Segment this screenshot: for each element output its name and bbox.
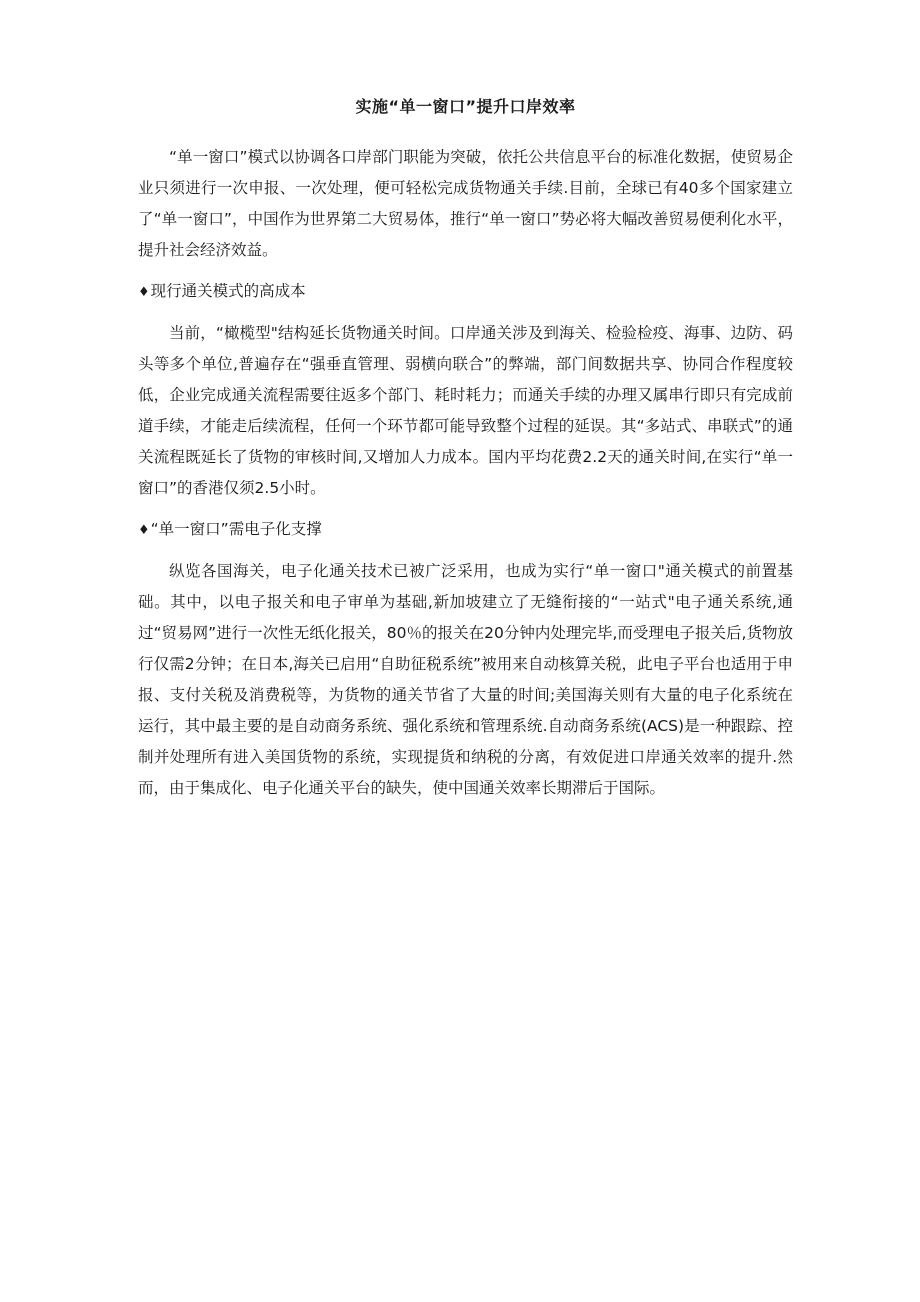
section-paragraph: 当前，“橄榄型"结构延长货物通关时间。口岸通关涉及到海关、检验检疫、海事、边防、码头等多个单位,普遍存在“强垂直管理、弱横向联合”的弊端，部门间数据共享、协同合作程度较低，企业完成通关流程需要往返多个部门、耗时耗力；而通关手续的办理又属串行即只有完成前道手续，才能走后续流程，任何一个环节都可能导致整个过程的延误。其“多站式、串联式”的通关流程既延长了货物的审核时间,又增加人力成本。国内平均花费2.2天的通关时间,在实行“单一窗口”的香港仅须2.5小时。 <box>138 324 793 497</box>
document-page <box>138 95 793 804</box>
section-1 <box>138 276 793 504</box>
section-paragraph: 纵览各国海关，电子化通关技术已被广泛采用，也成为实行“单一窗口"通关模式的前置基础。其中，以电子报关和电子审单为基础,新加坡建立了无缝衔接的“一站式"电子通关系统,通过“贸易网”进行一次性无纸化报关，80％的报关在20分钟内处理完毕,而受理电子报关后,货物放行仅需2分钟；在日本,海关已启用“自助征税系统”被用来自动核算关税，此电子平台也适用于申报、支付关税及消费税等，为货物的通关节省了大量的时间;美国海关则有大量的电子化系统在运行，其中最主要的是自动商务系统、强化系统和管理系统.自动商务系统(ACS)是一种跟踪、控制并处理所有进入美国货物的系统，实现提货和纳税的分离，有效促进口岸通关效率的提升.然而，由于集成化、电子化通关平台的缺失，使中国通关效率长期滞后于国际。 <box>138 562 793 797</box>
intro-paragraph: “单一窗口”模式以协调各口岸部门职能为突破，依托公共信息平台的标准化数据，使贸易企业只须进行一次申报、一次处理，便可轻松完成货物通关手续.目前，全球已有40多个国家建立了“单一窗口”，中国作为世界第二大贸易体，推行“单一窗口”势必将大幅改善贸易便利化水平，提升社会经济效益。 <box>138 148 793 259</box>
diamond-bullet-icon: ♦ <box>138 285 150 300</box>
section-heading-text: “单一窗口”需电子化支撑 <box>150 520 322 538</box>
section-2 <box>138 514 793 804</box>
section-heading <box>138 514 793 546</box>
diamond-bullet-icon: ♦ <box>138 523 150 538</box>
section-heading <box>138 276 793 308</box>
document-title: 实施“单一窗口”提升口岸效率 <box>355 97 576 116</box>
section-heading-text: 现行通关模式的高成本 <box>150 282 306 300</box>
